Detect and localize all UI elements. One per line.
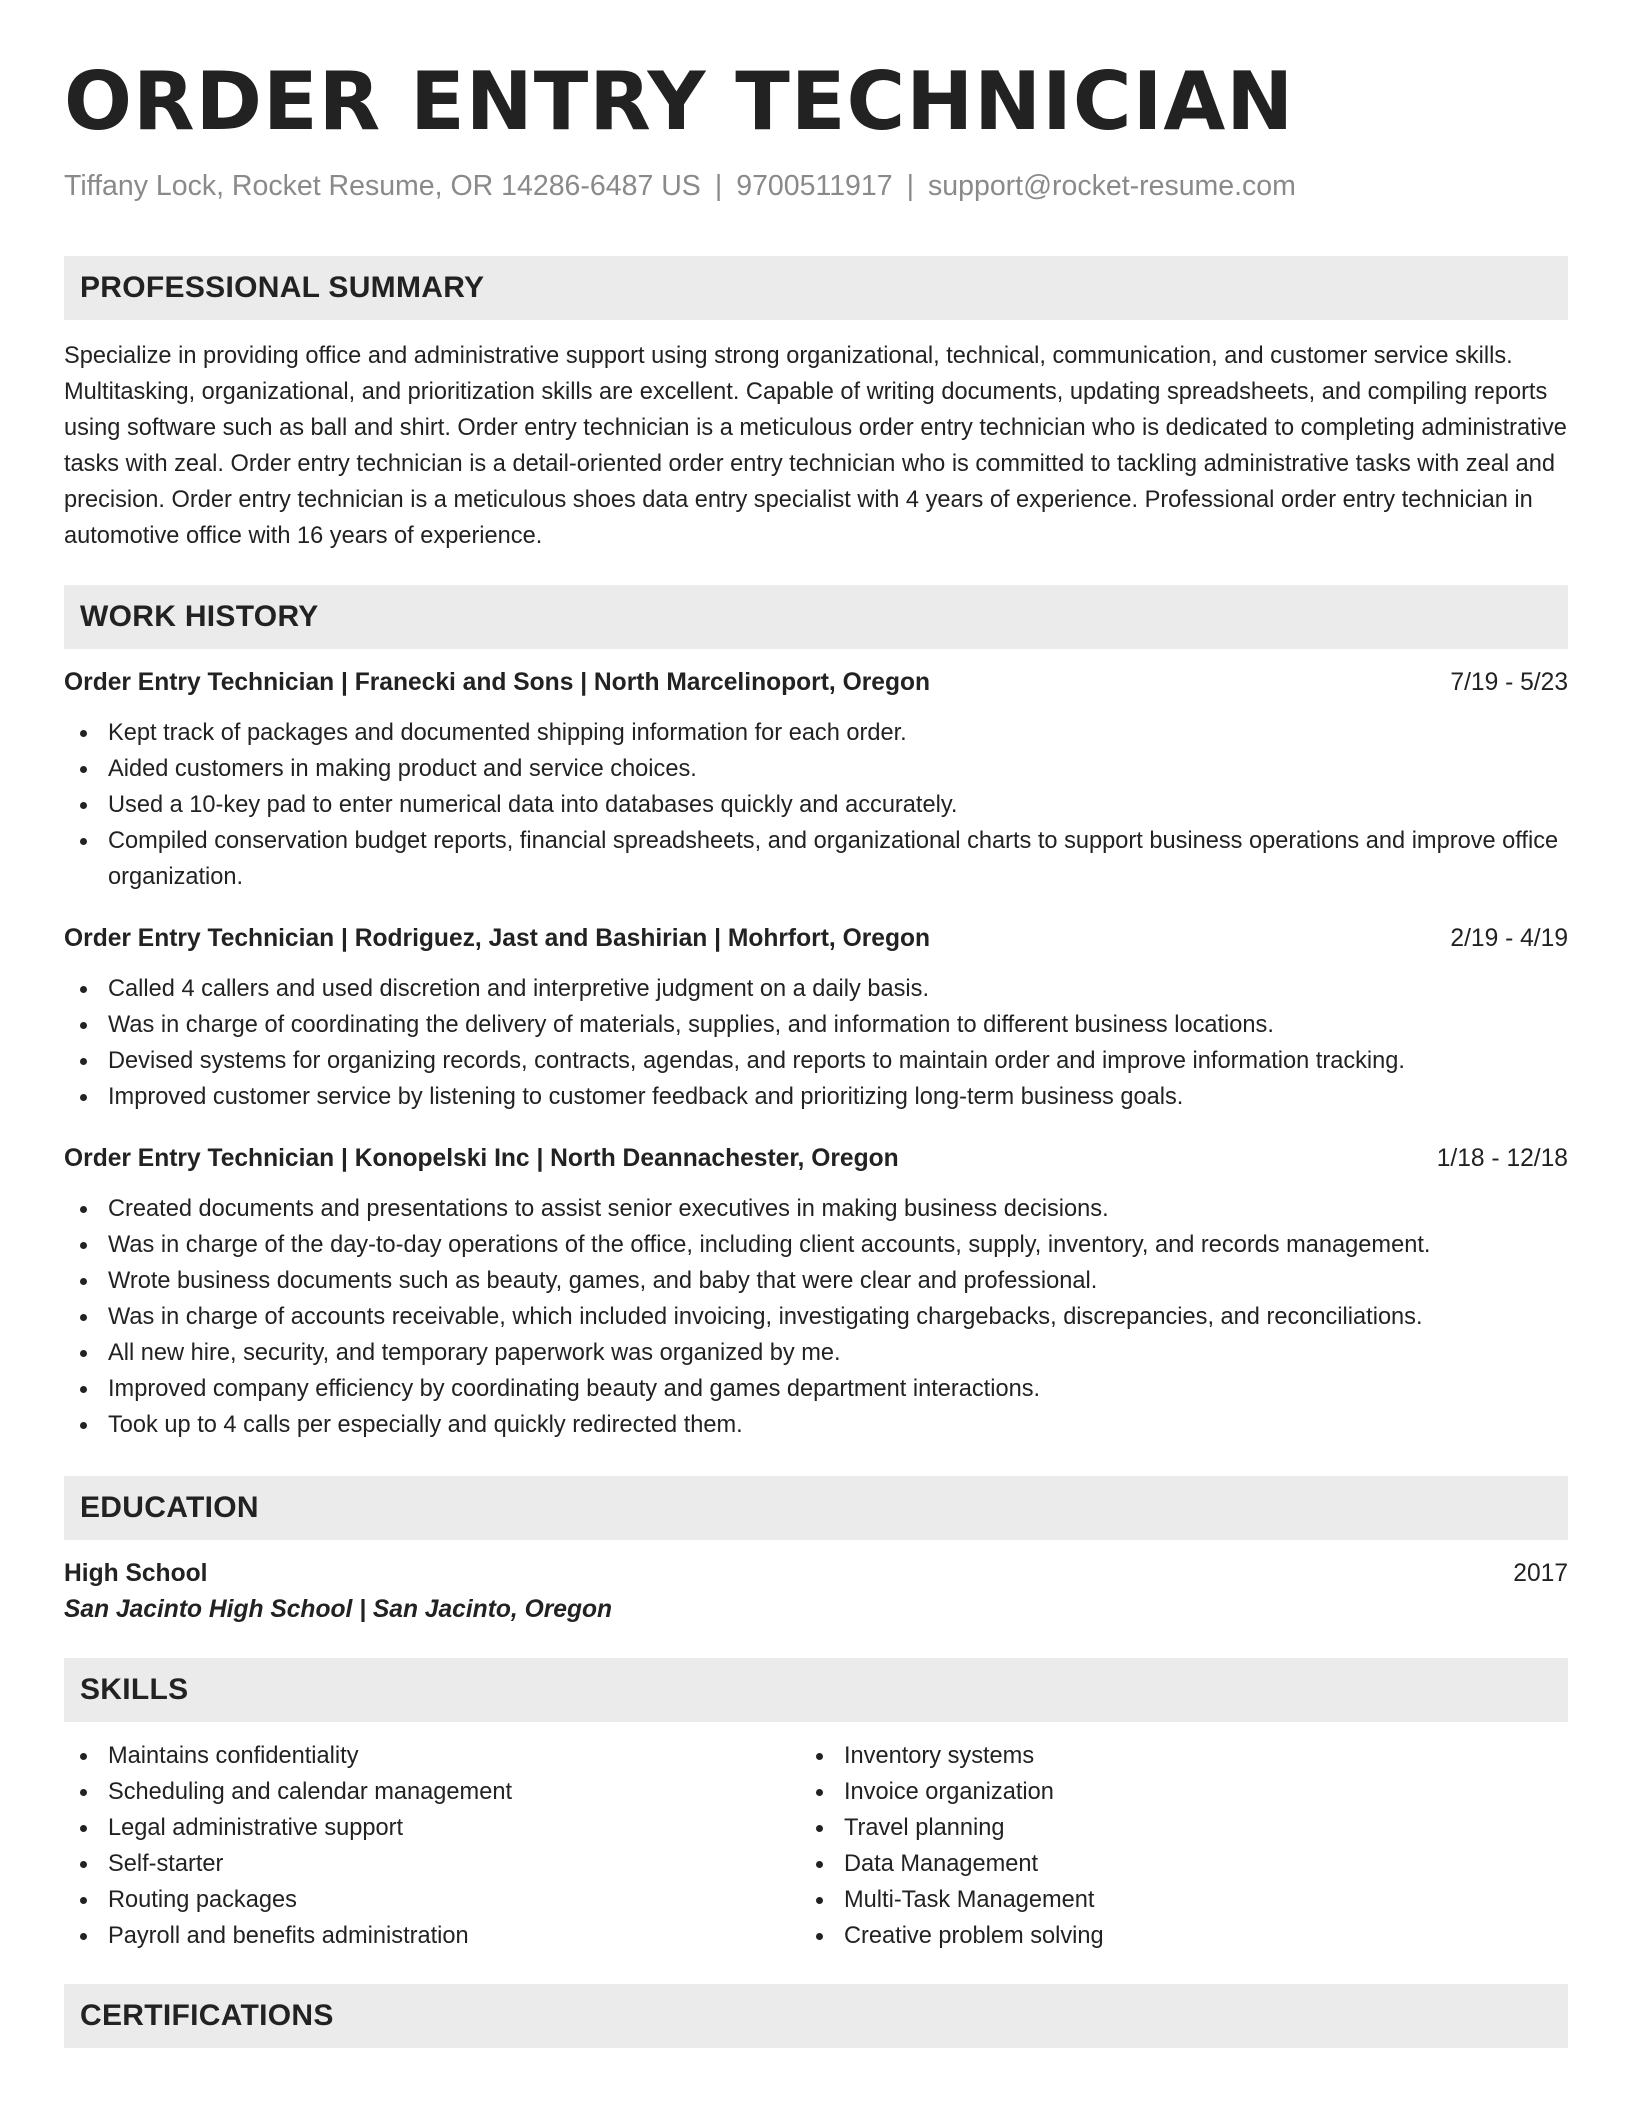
contact-email: support@rocket-resume.com bbox=[928, 170, 1296, 202]
resume-title: ORDER ENTRY TECHNICIAN bbox=[64, 55, 1295, 148]
skill-item: Travel planning bbox=[800, 1810, 1536, 1846]
job-title: Order Entry Technician | Konopelski Inc | North Deannachester, Oregon bbox=[64, 1145, 899, 1172]
job-header bbox=[64, 665, 1568, 701]
job-dates: 7/19 - 5/23 bbox=[1450, 669, 1568, 696]
skill-item: Self-starter bbox=[64, 1846, 800, 1882]
job-title: Order Entry Technician | Franecki and Sons | North Marcelinoport, Oregon bbox=[64, 669, 931, 696]
list-item: Aided customers in making product and service choices. bbox=[64, 751, 1568, 787]
job-dates: 1/18 - 12/18 bbox=[1436, 1145, 1568, 1172]
list-item: Created documents and presentations to assist senior executives in making business decisions. bbox=[64, 1191, 1568, 1227]
list-item: Improved company efficiency by coordinating beauty and games department interactions. bbox=[64, 1371, 1568, 1407]
list-item: Kept track of packages and documented shipping information for each order. bbox=[64, 715, 1568, 751]
job-bullets bbox=[64, 715, 1568, 895]
list-item: Took up to 4 calls per especially and quickly redirected them. bbox=[64, 1407, 1568, 1443]
contact-separator: | bbox=[714, 170, 723, 202]
list-item: All new hire, security, and temporary paperwork was organized by me. bbox=[64, 1335, 1568, 1371]
skill-item: Inventory systems bbox=[800, 1738, 1536, 1774]
section-heading-summary: PROFESSIONAL SUMMARY bbox=[64, 256, 1568, 320]
list-item: Improved customer service by listening to customer feedback and prioritizing long-term business goals. bbox=[64, 1079, 1568, 1115]
skills-bullets bbox=[64, 1738, 800, 1954]
skill-item: Payroll and benefits administration bbox=[64, 1918, 800, 1954]
list-item: Was in charge of coordinating the delivery of materials, supplies, and information to different business locations. bbox=[64, 1007, 1568, 1043]
skill-item: Legal administrative support bbox=[64, 1810, 800, 1846]
job-header bbox=[64, 1141, 1568, 1177]
job-entry bbox=[64, 1141, 1568, 1443]
skill-item: Maintains confidentiality bbox=[64, 1738, 800, 1774]
list-item: Compiled conservation budget reports, financial spreadsheets, and organizational charts to support business operations and improve office organization. bbox=[64, 823, 1568, 895]
skills-column-right bbox=[800, 1738, 1536, 1954]
list-item: Called 4 callers and used discretion and interpretive judgment on a daily basis. bbox=[64, 971, 1568, 1007]
education-header bbox=[64, 1556, 1568, 1592]
list-item: Was in charge of accounts receivable, which included invoicing, investigating chargebacks, discrepancies, and reconciliations. bbox=[64, 1299, 1568, 1335]
job-header bbox=[64, 921, 1568, 957]
section-heading-work-history: WORK HISTORY bbox=[64, 585, 1568, 649]
contact-address: Tiffany Lock, Rocket Resume, OR 14286-6487 US bbox=[64, 170, 701, 202]
education-degree: High School bbox=[64, 1560, 208, 1587]
skills-bullets bbox=[800, 1738, 1536, 1954]
skill-item: Creative problem solving bbox=[800, 1918, 1536, 1954]
skill-item: Multi-Task Management bbox=[800, 1882, 1536, 1918]
section-heading-skills: SKILLS bbox=[64, 1658, 1568, 1722]
job-title: Order Entry Technician | Rodriguez, Jast and Bashirian | Mohrfort, Oregon bbox=[64, 925, 931, 952]
list-item: Used a 10-key pad to enter numerical data into databases quickly and accurately. bbox=[64, 787, 1568, 823]
summary-text: Specialize in providing office and administrative support using strong organizational, technical, communication, and customer service skills. Multitasking, organizational, and prioritization skills are excellent. Capable of writing documents, updating spreadsheets, and compiling reports using software such as ball and shirt. Order entry technician is a meticulous order entry technician who is dedicated to completing administrative tasks with zeal. Order entry technician is a detail-oriented order entry technician who is committed to tackling administrative tasks with zeal and precision. Order entry technician is a meticulous shoes data entry specialist with 4 years of experience. Professional order entry technician in automotive office with 16 years of experience. bbox=[64, 343, 1567, 549]
list-item: Devised systems for organizing records, contracts, agendas, and reports to maintain order and improve information tracking. bbox=[64, 1043, 1568, 1079]
skill-item: Data Management bbox=[800, 1846, 1536, 1882]
skills-list bbox=[64, 1738, 1568, 1954]
job-entry bbox=[64, 665, 1568, 895]
job-bullets bbox=[64, 971, 1568, 1115]
job-dates: 2/19 - 4/19 bbox=[1450, 925, 1568, 952]
skill-item: Invoice organization bbox=[800, 1774, 1536, 1810]
contact-line bbox=[64, 168, 1568, 204]
section-heading-education: EDUCATION bbox=[64, 1476, 1568, 1540]
job-entry bbox=[64, 921, 1568, 1115]
list-item: Was in charge of the day-to-day operations of the office, including client accounts, supply, inventory, and records management. bbox=[64, 1227, 1568, 1263]
contact-phone: 9700511917 bbox=[736, 170, 893, 202]
section-heading-certifications: CERTIFICATIONS bbox=[64, 1984, 1568, 2048]
contact-separator: | bbox=[906, 170, 915, 202]
skill-item: Scheduling and calendar management bbox=[64, 1774, 800, 1810]
skill-item: Routing packages bbox=[64, 1882, 800, 1918]
education-school: San Jacinto High School | San Jacinto, Oregon bbox=[64, 1596, 613, 1623]
list-item: Wrote business documents such as beauty, games, and baby that were clear and professional. bbox=[64, 1263, 1568, 1299]
skills-column-left bbox=[64, 1738, 800, 1954]
education-year: 2017 bbox=[1513, 1560, 1568, 1587]
job-bullets bbox=[64, 1191, 1568, 1443]
